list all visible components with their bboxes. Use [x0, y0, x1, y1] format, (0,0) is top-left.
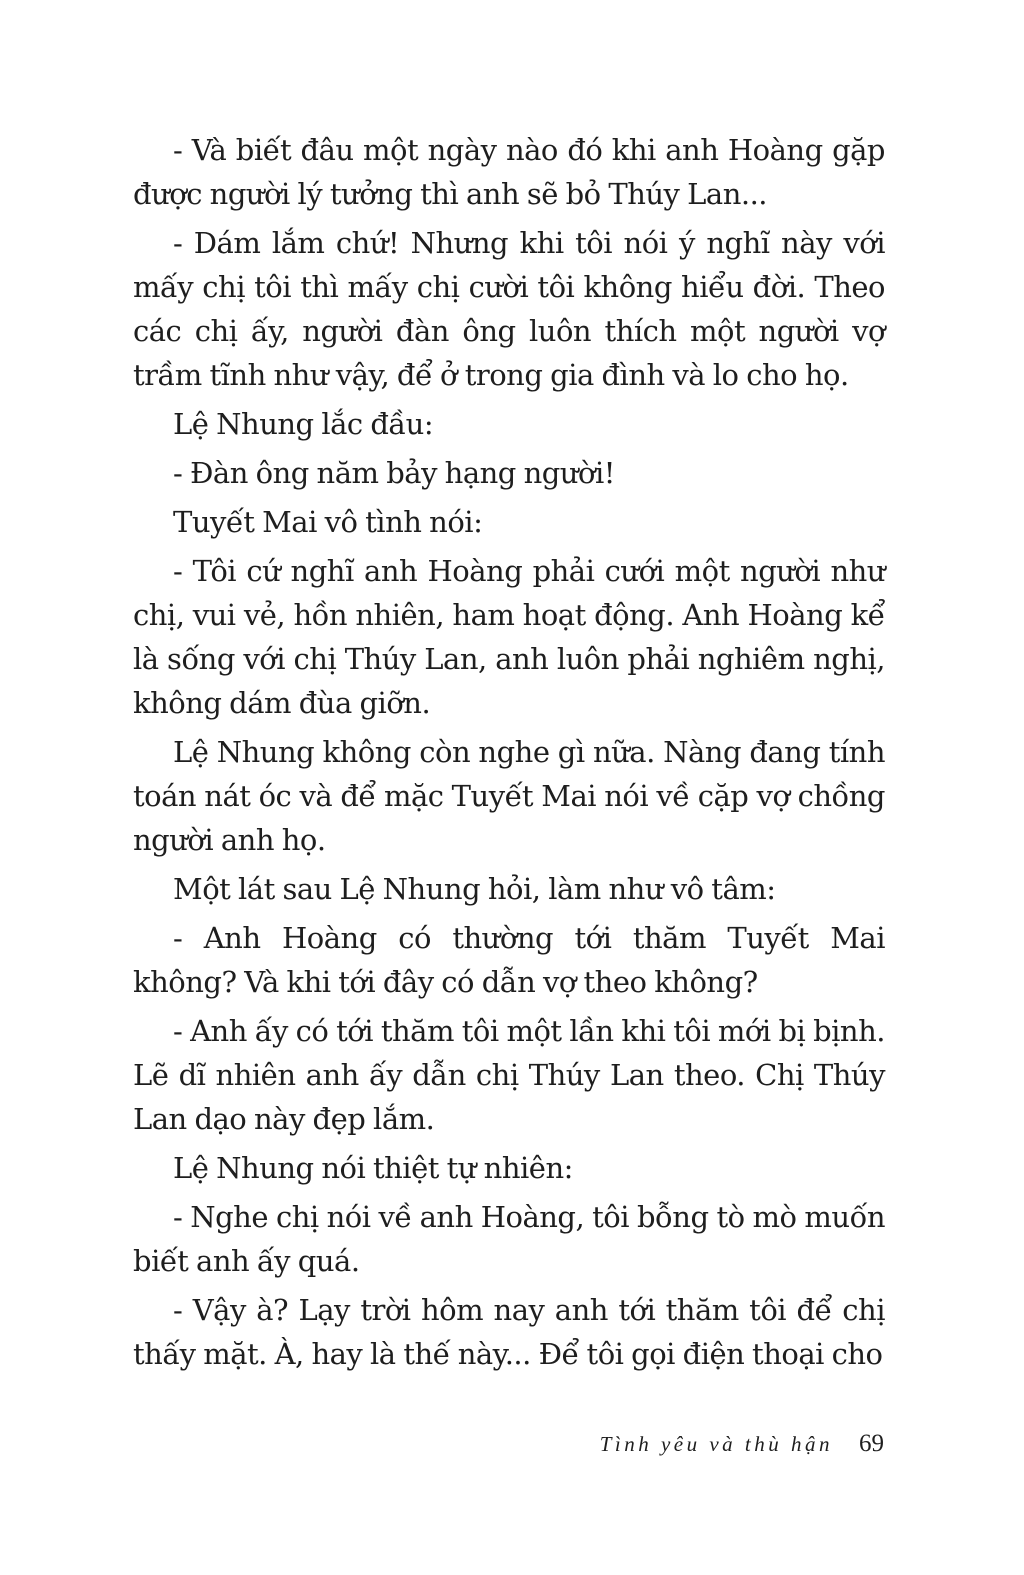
page-footer — [600, 1430, 884, 1458]
page-body-text — [133, 128, 885, 1381]
paragraph-9: - Anh Hoàng có thường tới thăm Tuyết Mai không? Và khi tới đây có dẫn vợ theo không? — [133, 921, 885, 999]
running-book-title: Tình yêu và thù hận — [599, 1432, 833, 1456]
paragraph-1: - Và biết đâu một ngày nào đó khi anh Hoàng gặp được người lý tưởng thì anh sẽ bỏ Thúy Lan... — [133, 133, 885, 211]
paragraph-6: - Tôi cứ nghĩ anh Hoàng phải cưới một người như chị, vui vẻ, hồn nhiên, ham hoạt động. Anh Hoàng kể là sống với chị Thúy Lan, anh luôn phải nghiêm nghị, không dám đùa giỡn. — [133, 554, 885, 720]
paragraph-3: Lệ Nhung lắc đầu: — [173, 407, 434, 441]
paragraph-4: - Đàn ông năm bảy hạng người! — [173, 456, 615, 490]
page-number: 69 — [859, 1430, 884, 1457]
paragraph-8: Một lát sau Lệ Nhung hỏi, làm như vô tâm: — [173, 872, 776, 906]
paragraph-10: - Anh ấy có tới thăm tôi một lần khi tôi mới bị bịnh. Lẽ dĩ nhiên anh ấy dẫn chị Thúy Lan theo. Chị Thúy Lan dạo này đẹp lắm. — [133, 1014, 885, 1136]
paragraph-12: - Nghe chị nói về anh Hoàng, tôi bỗng tò mò muốn biết anh ấy quá. — [133, 1200, 885, 1278]
paragraph-13: - Vậy à? Lạy trời hôm nay anh tới thăm tôi để chị thấy mặt. À, hay là thế này... Để tôi gọi điện thoại cho — [133, 1293, 885, 1371]
paragraph-11: Lệ Nhung nói thiệt tự nhiên: — [173, 1151, 573, 1185]
paragraph-7: Lệ Nhung không còn nghe gì nữa. Nàng đang tính toán nát óc và để mặc Tuyết Mai nói về cặp vợ chồng người anh họ. — [133, 735, 885, 857]
paragraph-5: Tuyết Mai vô tình nói: — [173, 505, 483, 539]
paragraph-2: - Dám lắm chứ! Nhưng khi tôi nói ý nghĩ này với mấy chị tôi thì mấy chị cười tôi không hiểu đời. Theo các chị ấy, người đàn ông luôn thích một người vợ trầm tĩnh như vậy, để ở trong gia đình và lo cho họ. — [133, 226, 885, 392]
